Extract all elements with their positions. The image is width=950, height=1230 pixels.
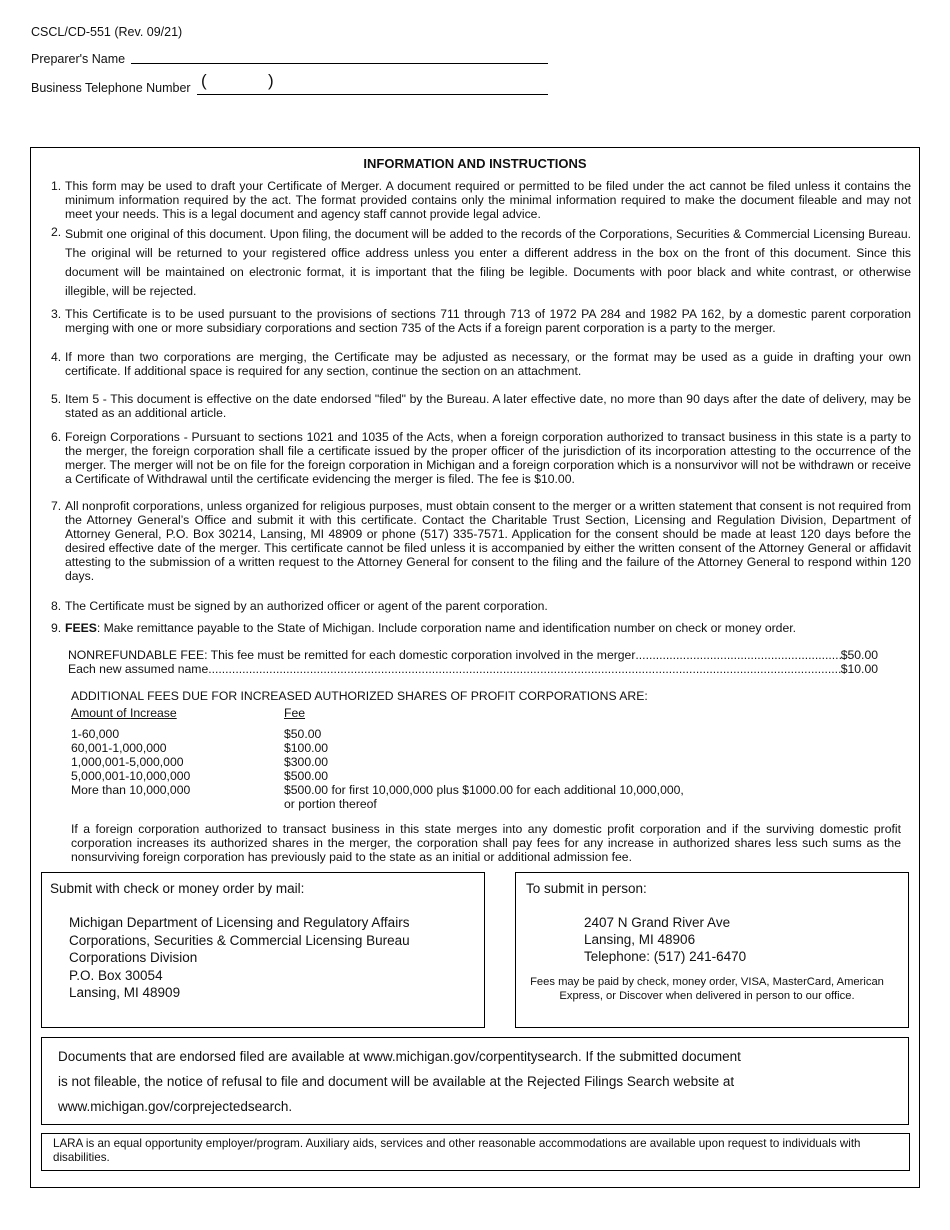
instruction-item — [51, 350, 911, 378]
form-number: CSCL/CD-551 (Rev. 09/21) — [31, 25, 183, 39]
fee-row-amount: 5,000,001-10,000,000 — [71, 769, 191, 783]
col-fee-header: Fee — [284, 706, 306, 720]
preparer-name-field[interactable] — [131, 63, 548, 64]
fee-row-fee: $100.00 — [284, 741, 329, 755]
fee-row-fee: $50.00 — [284, 727, 322, 741]
item-number: 9. — [51, 621, 62, 635]
leader-dots — [635, 648, 840, 662]
mail-address-line: Lansing, MI 48909 — [69, 985, 181, 1000]
fee-row-amount: 60,001-1,000,000 — [71, 741, 167, 755]
fee-label: NONREFUNDABLE FEE: This fee must be remitted for each domestic corporation involved in the merger — [68, 648, 636, 662]
person-box-title: To submit in person: — [526, 881, 647, 896]
fee-row-amount: More than 10,000,000 — [71, 783, 191, 797]
fee-row-continuation: or portion thereof — [284, 797, 377, 811]
preparer-label: Preparer's Name — [31, 52, 126, 66]
instruction-item — [51, 307, 911, 335]
instruction-item — [51, 392, 911, 420]
item-text: If more than two corporations are merging, the Certificate may be adjusted as necessary, or the format may be used as a guide in drafting your own certificate. If additional space is required for any section, continue the section on an attachment. — [65, 350, 911, 378]
item-text: Foreign Corporations - Pursuant to sections 1021 and 1035 of the Acts, when a foreign corporation authorized to transact business in this state is a party to the merger, the foreign corporation shall file a certificate issued by the proper officer of the jurisdiction of its incorporation attesting to the occurrence of the merger. The merger will not be on file for the foreign corporation in Michigan and a foreign corporation which is a nonsurvivor will not be withdrawn or receive a Certificate of Withdrawal until the certificate evidencing the merger is filed. The fee is $10.00. — [65, 430, 911, 486]
person-phone-line: Telephone: (517) 241-6470 — [584, 949, 747, 964]
person-address-line: 2407 N Grand River Ave — [584, 915, 731, 930]
item-text: Submit one original of this document. Upon filing, the document will be added to the records of the Corporations, Securities & Commercial Licensing Bureau. The original will be returned to your registered office address unless you enter a different address in the box on the front of this document. Since this document will be maintained on electronic format, it is important that the filing be legible. Documents with poor black and white contrast, or otherwise illegible, will be rejected. — [65, 227, 911, 298]
item-text: Item 5 - This document is effective on the date endorsed "filed" by the Bureau. A later effective date, no more than 90 days after the date of delivery, may be stated as an additional article. — [65, 392, 911, 420]
item-number: 1. — [51, 179, 62, 193]
fees-label: FEES — [65, 621, 97, 635]
col-amount-header: Amount of Increase — [71, 706, 177, 720]
phone-area-close: ) — [268, 71, 274, 90]
fee-row-fee: $300.00 — [284, 755, 329, 769]
item-number: 2. — [51, 225, 62, 239]
fee-row-amount: 1,000,001-5,000,000 — [71, 755, 184, 769]
instructions-title: INFORMATION AND INSTRUCTIONS — [363, 156, 587, 171]
fee-amount: $10.00 — [840, 662, 878, 676]
item-text: This Certificate is to be used pursuant to the provisions of sections 711 through 713 of 1972 PA 284 and 1982 PA 162, by a domestic parent corporation merging with one or more subsidiary corporations and section 735 of the Acts if a foreign parent corporation is a party to the merger. — [65, 307, 911, 335]
mail-box-title: Submit with check or money order by mail: — [50, 881, 305, 896]
item-number: 3. — [51, 307, 62, 321]
leader-dots — [208, 662, 840, 676]
instruction-item — [51, 430, 911, 486]
foreign-corporation-note: If a foreign corporation authorized to transact business in this state merges into any domestic profit corporation and if the surviving domestic profit corporation increases its authorized shares in the merger, the corporation shall pay fees for any increase in authorized shares less such sums as the nonsurviving foreign corporation has previously paid to the state as an initial or additional admission fee. — [71, 822, 901, 864]
fee-amount: $50.00 — [840, 648, 878, 662]
fee-row-fee: $500.00 for first 10,000,000 plus $1000.00 for each additional 10,000,000, — [284, 783, 684, 797]
phone-number-field[interactable] — [197, 94, 548, 95]
assumed-name-fee-line — [68, 662, 878, 676]
fee-row-amount: 1-60,000 — [71, 727, 120, 741]
item-number: 8. — [51, 599, 62, 613]
availability-line: www.michigan.gov/corprejectedsearch. — [58, 1099, 293, 1114]
item-text: The Certificate must be signed by an authorized officer or agent of the parent corporation. — [65, 599, 548, 613]
availability-line: Documents that are endorsed filed are available at www.michigan.gov/corpentitysearch. If the submitted document — [58, 1049, 741, 1064]
item-number: 5. — [51, 392, 62, 406]
instruction-item — [51, 499, 911, 583]
availability-line: is not fileable, the notice of refusal to file and document will be available at the Rejected Filings Search website at — [58, 1074, 735, 1089]
item-text: This form may be used to draft your Certificate of Merger. A document required or permitted to be filed under the act cannot be filed unless it contains the minimum information required by the act. The format provided contains only the minimal information required to make the document fileable and may not meet your needs. This is a legal document and agency staff cannot provide legal advice. — [65, 179, 911, 221]
eeo-statement: LARA is an equal opportunity employer/program. Auxiliary aids, services and other reasonable accommodations are available upon request to individuals with disabilities. — [53, 1137, 861, 1164]
item-text: All nonprofit corporations, unless organized for religious purposes, must obtain consent to the merger or a written statement that consent is not required from the Attorney General’s Office and submit it with this certificate. Contact the Charitable Trust Section, Licensing and Regulation Division, Department of Attorney General, P.O. Box 30214, Lansing, MI 48909 or phone (517) 335-7571. Application for the consent should be made at least 120 days before the desired effective date of the merger. This certificate cannot be filed unless it is accompanied by either the written consent of the Attorney General or affidavit attesting to the submission of a written request to the Attorney General for consent to the filing and the failure of the Attorney General to respond within 120 days. — [65, 499, 911, 583]
person-address-line: Lansing, MI 48906 — [584, 932, 696, 947]
mail-address-line: Michigan Department of Licensing and Regulatory Affairs — [69, 915, 410, 930]
mail-address-line: P.O. Box 30054 — [69, 967, 163, 983]
additional-fees-heading: ADDITIONAL FEES DUE FOR INCREASED AUTHORIZED SHARES OF PROFIT CORPORATIONS ARE: — [71, 689, 648, 703]
mail-address-line: Corporations, Securities & Commercial Licensing Bureau — [69, 932, 410, 948]
item-text: : Make remittance payable to the State of Michigan. Include corporation name and identification number on check or money order. — [96, 621, 796, 635]
item-number: 4. — [51, 350, 62, 364]
payment-methods-note: Fees may be paid by check, money order, VISA, MasterCard, American Express, or Discover when delivered in person to our office. — [530, 976, 884, 1002]
item-number: 7. — [51, 499, 62, 513]
fee-label: Each new assumed name — [68, 662, 209, 676]
phone-label: Business Telephone Number — [31, 81, 191, 95]
instruction-item — [51, 179, 911, 221]
instruction-item — [51, 225, 911, 301]
phone-area-open: ( — [201, 71, 207, 90]
instruction-item — [51, 599, 911, 613]
item-number: 6. — [51, 430, 62, 444]
nonrefundable-fee-line — [68, 648, 878, 662]
mail-address-line: Corporations Division — [69, 950, 198, 965]
fee-row-fee: $500.00 — [284, 769, 329, 783]
instruction-item — [51, 621, 911, 635]
